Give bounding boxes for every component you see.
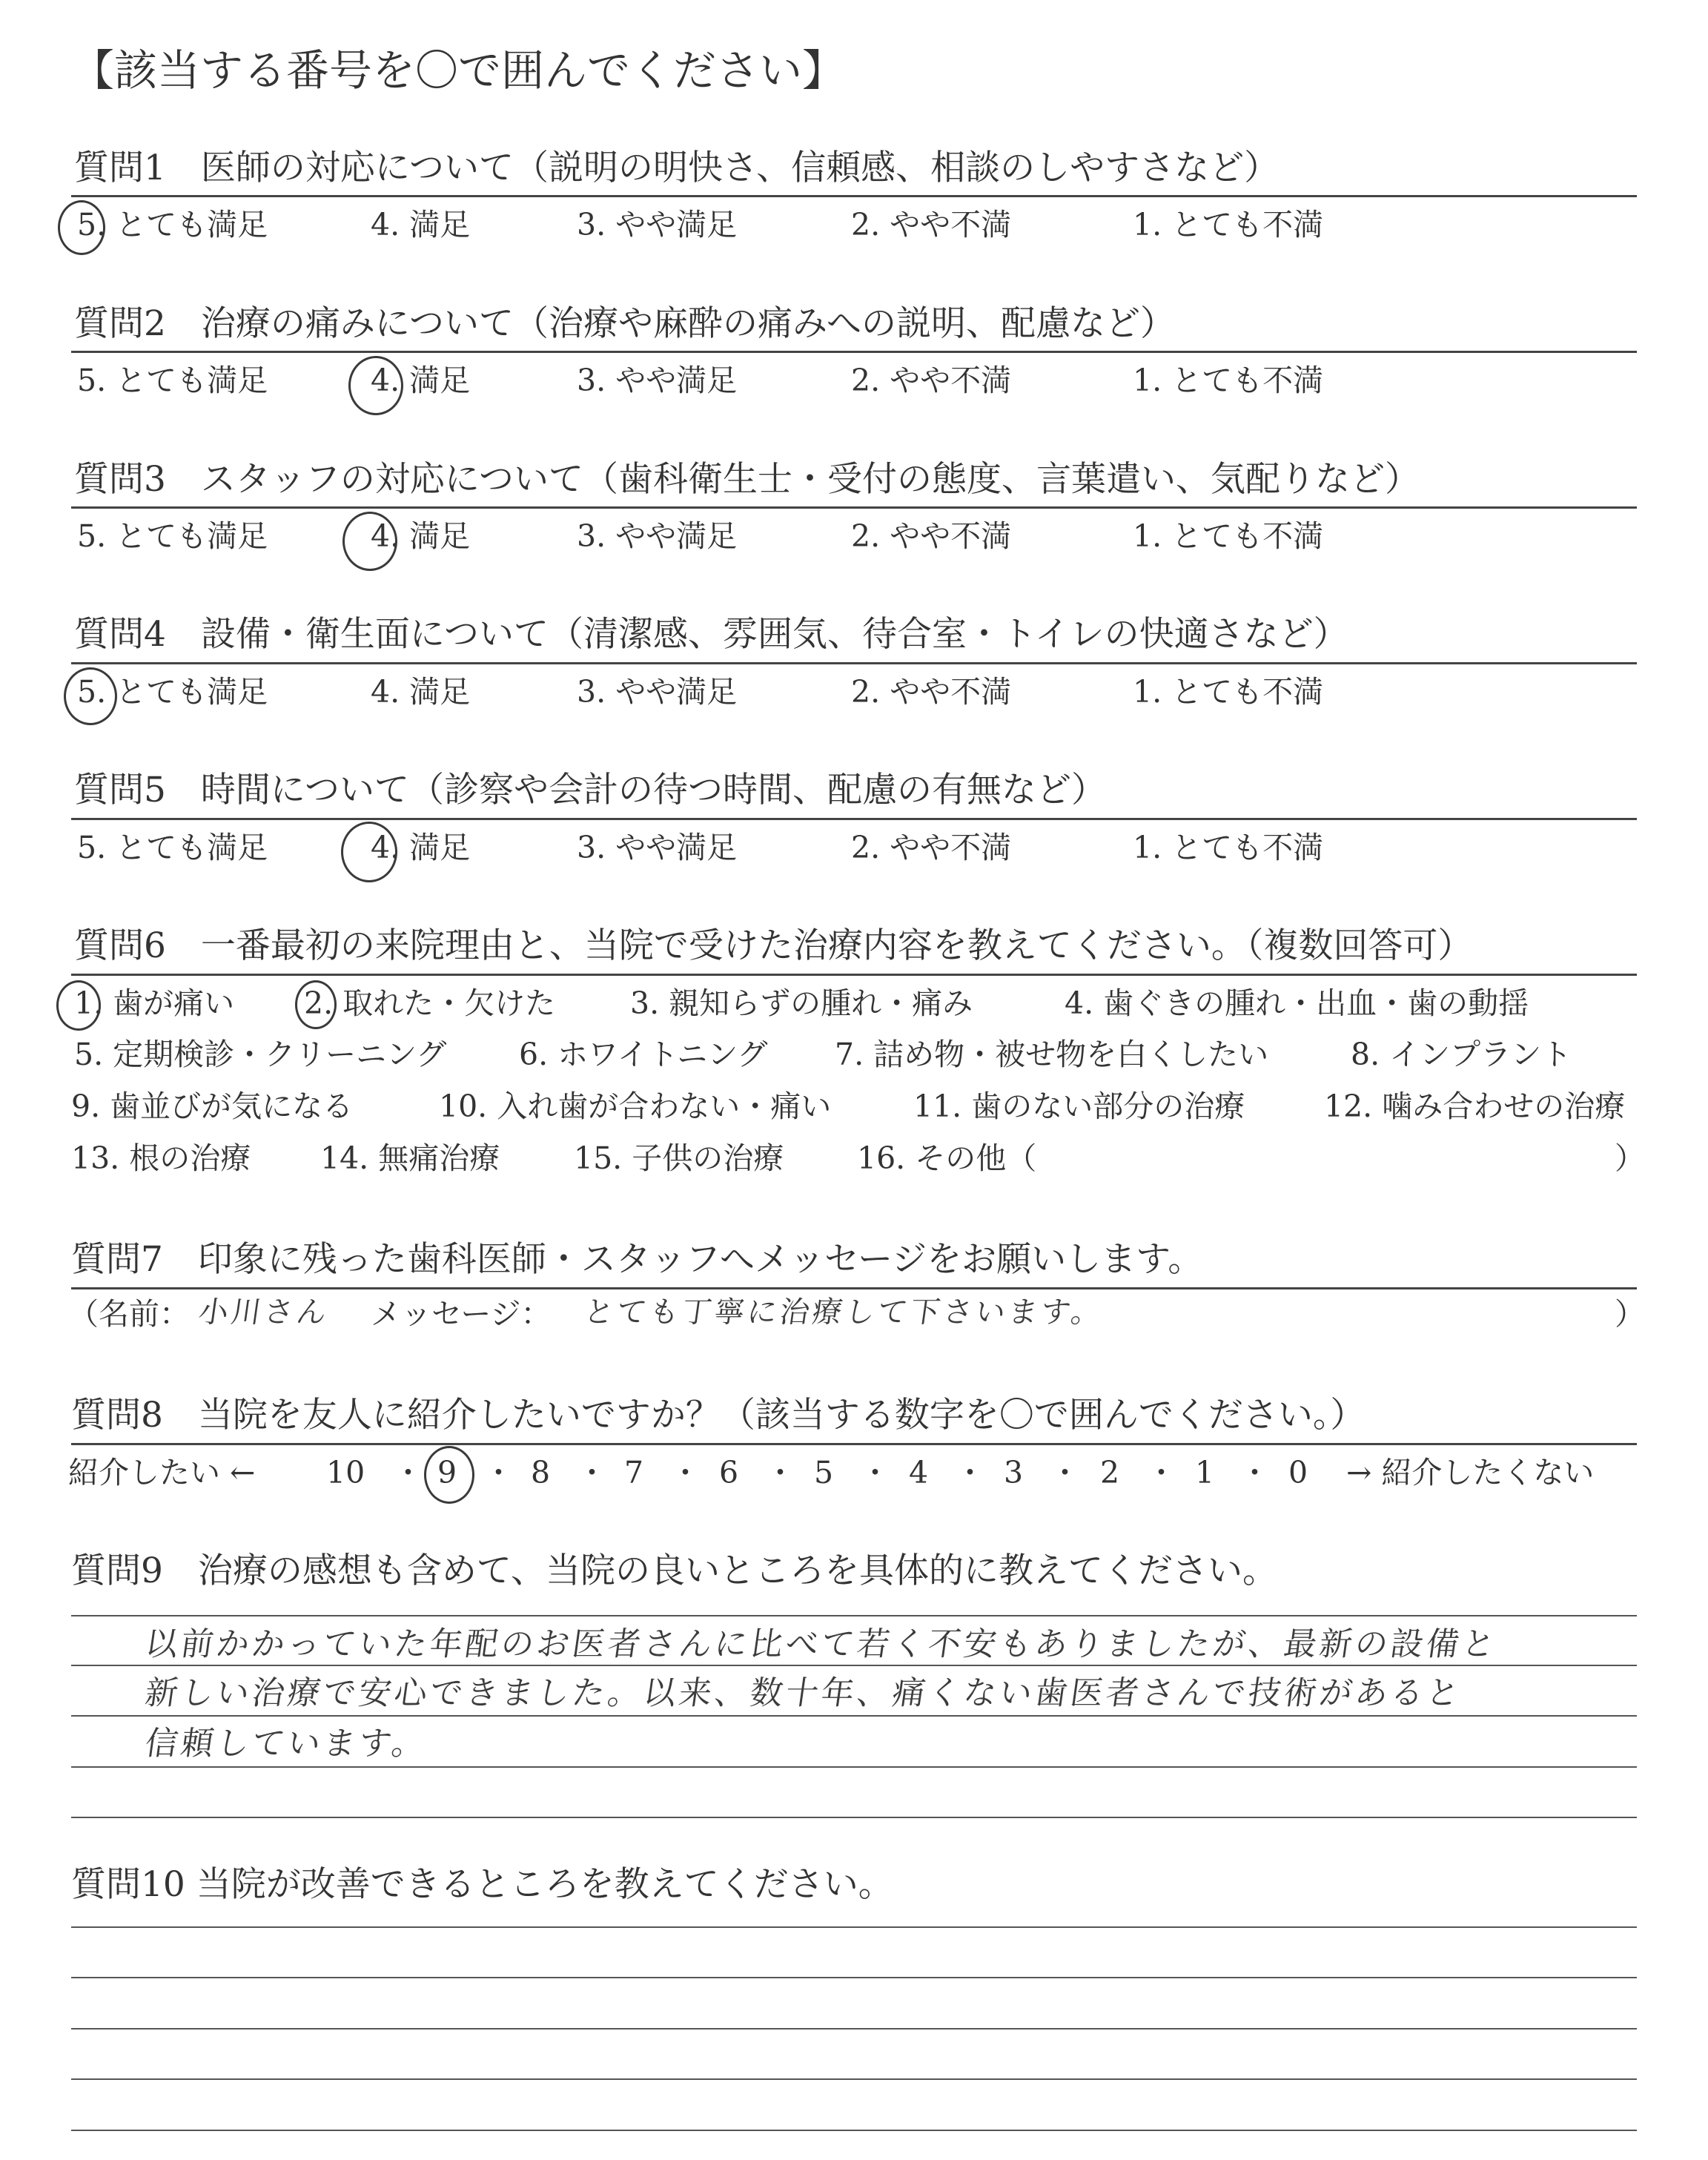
q6-option-3[interactable]: 3. 親知らずの腫れ・痛み [630,985,973,1021]
q8-left-label: 紹介したい ← [68,1455,256,1490]
q9-line-2 [71,1665,1637,1666]
question-1-text: 質問1 医師の対応について（説明の明快さ、信頼感、相談のしやすさなど） [74,148,1280,188]
q8-sep-7: ・ [955,1455,985,1490]
q6-option-1[interactable]: 1. 歯が痛い [74,985,235,1021]
q7-message-label: メッセージ： [371,1296,552,1332]
q6-option-6[interactable]: 6. ホワイトニング [519,1037,768,1072]
q8-right-label: → 紹介したくない [1346,1455,1595,1490]
q3-selection-circle [342,512,397,571]
q8-sep-8: ・ [1050,1455,1080,1490]
q8-score-10[interactable]: 10 [326,1455,365,1490]
q6-other-close: ） [1615,1140,1645,1176]
question-6-rule [71,974,1637,976]
q6-option-2[interactable]: 2. 取れた・欠けた [304,985,556,1021]
q9-line-5 [71,1817,1637,1818]
form-title: 【該当する番号を〇で囲んでください】 [71,45,846,96]
q8-score-1[interactable]: 1 [1195,1455,1215,1490]
q1-option-1[interactable]: 1. とても不満 [1133,207,1324,242]
q8-score-3[interactable]: 3 [1004,1455,1024,1490]
q5-option-3[interactable]: 3. やや満足 [577,830,738,865]
q4-option-3[interactable]: 3. やや満足 [577,674,738,710]
q9-line-4 [71,1766,1637,1768]
q8-score-8[interactable]: 8 [531,1455,551,1490]
question-5-rule [71,818,1637,820]
question-7-text: 質問7 印象に残った歯科医師・スタッフへメッセージをお願いします。 [71,1239,1203,1280]
q7-name-value[interactable]: 小川さん [196,1295,332,1330]
question-5-text: 質問5 時間について（診察や会計の待つ時間、配慮の有無など） [74,770,1106,810]
q3-option-3[interactable]: 3. やや満足 [577,518,738,554]
q6-selection-circle-2 [295,980,337,1029]
q7-message-value[interactable]: とても丁寧に治療して下さいます。 [581,1295,1107,1330]
question-10-text: 質問10 当院が改善できるところを教えてください。 [71,1864,893,1905]
q8-score-9[interactable]: 9 [437,1455,457,1490]
q8-sep-9: ・ [1146,1455,1176,1490]
question-2-text: 質問2 治療の痛みについて（治療や麻酔の痛みへの説明、配慮など） [74,303,1176,344]
q2-option-5[interactable]: 5. とても満足 [77,363,268,398]
q8-selection-circle [424,1446,474,1504]
q1-option-4[interactable]: 4. 満足 [371,207,471,242]
q7-name-label: （名前： [68,1296,190,1332]
q6-option-13[interactable]: 13. 根の治療 [71,1140,251,1176]
q3-option-2[interactable]: 2. やや不満 [851,518,1012,554]
q5-selection-circle [341,822,397,882]
q6-option-15[interactable]: 15. 子供の治療 [574,1140,784,1176]
q4-option-4[interactable]: 4. 満足 [371,674,471,710]
q9-answer-line-3[interactable]: 信頼しています。 [142,1725,431,1763]
q1-option-2[interactable]: 2. やや不満 [851,207,1012,242]
q10-line-2 [71,1977,1637,1978]
q8-sep-10: ・ [1239,1455,1270,1490]
q5-option-4[interactable]: 4. 満足 [371,830,471,865]
q4-option-5[interactable]: 5. とても満足 [77,674,268,710]
q3-option-1[interactable]: 1. とても不満 [1133,518,1324,554]
q4-selection-circle [64,667,117,725]
q2-option-2[interactable]: 2. やや不満 [851,363,1012,398]
question-3-rule [71,506,1637,509]
q2-selection-circle [348,356,403,415]
q8-sep-3: ・ [577,1455,607,1490]
question-4-text: 質問4 設備・衛生面について（清潔感、雰囲気、待合室・トイレの快適さなど） [74,614,1348,655]
q1-option-3[interactable]: 3. やや満足 [577,207,738,242]
q8-sep-1: ・ [393,1455,423,1490]
q4-option-1[interactable]: 1. とても不満 [1133,674,1324,710]
q6-option-10[interactable]: 10. 入れ歯が合わない・痛い [439,1089,832,1124]
q9-answer-line-2[interactable]: 新しい治療で安心できました。以来、数十年、痛くない歯医者さんで技術があると [142,1674,1465,1712]
q5-option-1[interactable]: 1. とても不満 [1133,830,1324,865]
question-8-text: 質問8 当院を友人に紹介したいですか？（該当する数字を〇で囲んでください。） [71,1395,1366,1436]
q8-sep-6: ・ [860,1455,890,1490]
q9-line-1 [71,1615,1637,1616]
question-7-rule [71,1287,1637,1289]
q3-option-4[interactable]: 4. 満足 [371,518,471,554]
q2-option-4[interactable]: 4. 満足 [371,363,471,398]
q4-option-2[interactable]: 2. やや不満 [851,674,1012,710]
q10-line-1 [71,1926,1637,1928]
q8-sep-5: ・ [765,1455,795,1490]
q10-line-4 [71,2078,1637,2080]
q3-option-5[interactable]: 5. とても満足 [77,518,268,554]
q5-option-2[interactable]: 2. やや不満 [851,830,1012,865]
q8-score-2[interactable]: 2 [1100,1455,1120,1490]
question-6-text: 質問6 一番最初の来院理由と、当院で受けた治療内容を教えてください。（複数回答可） [74,925,1473,966]
question-2-rule [71,351,1637,353]
q8-score-7[interactable]: 7 [624,1455,644,1490]
q5-option-5[interactable]: 5. とても満足 [77,830,268,865]
q2-option-1[interactable]: 1. とても不満 [1133,363,1324,398]
question-8-rule [71,1443,1637,1445]
q6-option-7[interactable]: 7. 詰め物・被せ物を白くしたい [835,1037,1269,1072]
q6-option-16[interactable]: 16. その他（ [857,1140,1037,1176]
q8-sep-4: ・ [670,1455,701,1490]
q9-line-3 [71,1715,1637,1717]
q8-score-4[interactable]: 4 [909,1455,929,1490]
q6-option-4[interactable]: 4. 歯ぐきの腫れ・出血・歯の動揺 [1065,985,1529,1021]
q8-score-5[interactable]: 5 [814,1455,834,1490]
q7-close: ） [1615,1296,1645,1332]
q8-score-0[interactable]: 0 [1288,1455,1308,1490]
q10-line-3 [71,2028,1637,2029]
q9-answer-line-1[interactable]: 以前かかっていた年配のお医者さんに比べて若く不安もありましたが、最新の設備と [142,1625,1500,1663]
q8-score-6[interactable]: 6 [719,1455,739,1490]
q1-option-5[interactable]: 5. とても満足 [77,207,268,242]
q1-selection-circle [58,200,105,255]
q6-option-12[interactable]: 12. 噛み合わせの治療 [1324,1089,1626,1124]
q6-option-14[interactable]: 14. 無痛治療 [320,1140,500,1176]
q8-sep-2: ・ [483,1455,514,1490]
q6-option-8[interactable]: 8. インプラント [1351,1037,1572,1072]
question-4-rule [71,662,1637,664]
q6-option-5[interactable]: 5. 定期検診・クリーニング [74,1037,447,1072]
question-1-rule [71,195,1637,197]
question-9-text: 質問9 治療の感想も含めて、当院の良いところを具体的に教えてください。 [71,1550,1277,1591]
q2-option-3[interactable]: 3. やや満足 [577,363,738,398]
q6-selection-circle-1 [56,980,101,1031]
q10-line-5 [71,2130,1637,2131]
q6-option-9[interactable]: 9. 歯並びが気になる [71,1089,354,1124]
question-3-text: 質問3 スタッフの対応について（歯科衛生士・受付の態度、言葉遣い、気配りなど） [74,459,1420,500]
q6-option-11[interactable]: 11. 歯のない部分の治療 [913,1089,1245,1124]
